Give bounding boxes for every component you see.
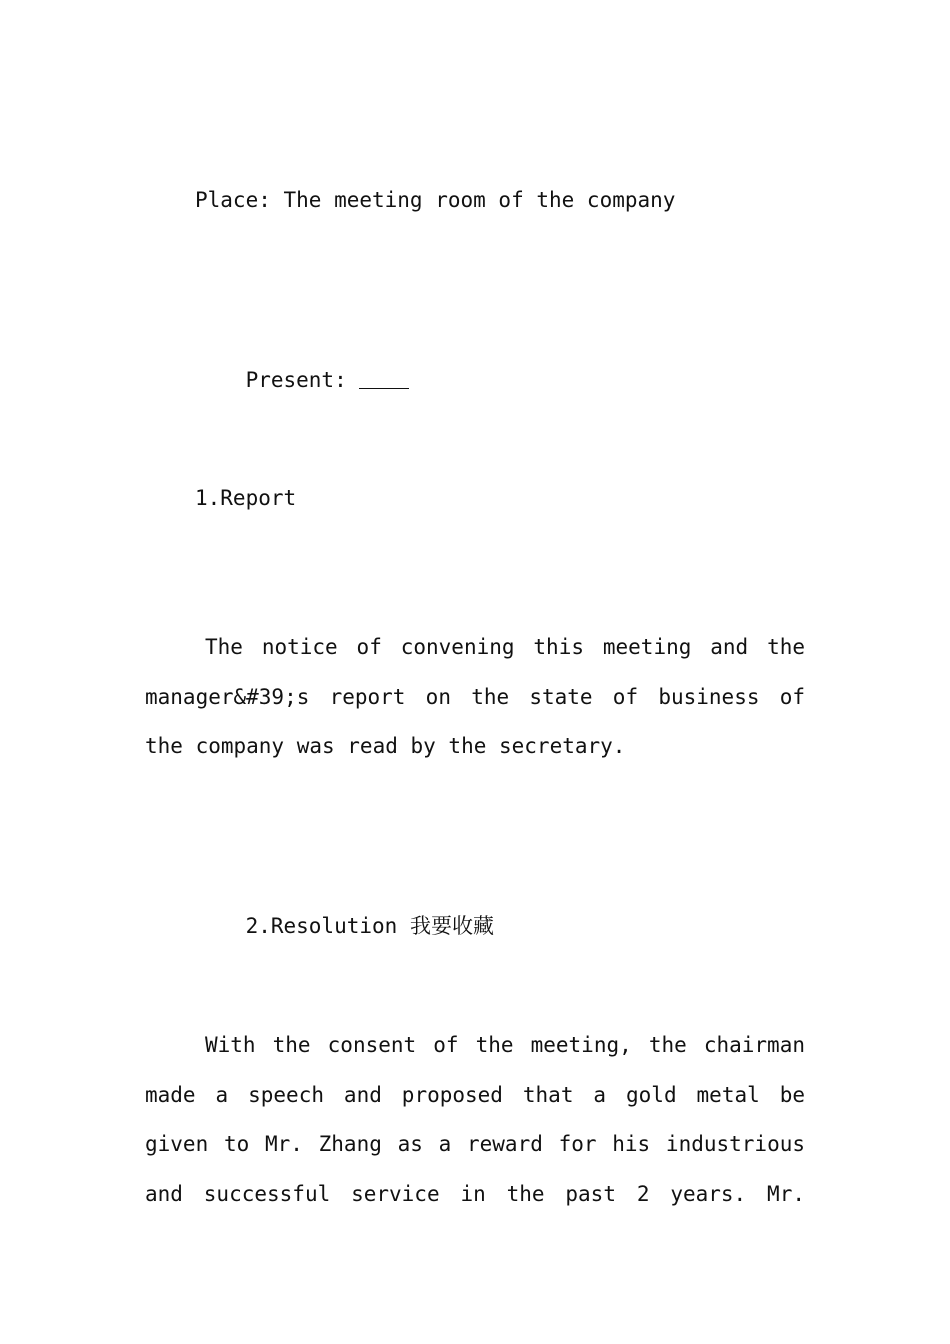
bookmark-link[interactable]: 我要收藏 (409, 914, 494, 938)
section2-heading-text: 2.Resolution (245, 914, 398, 938)
section2-heading (195, 881, 494, 971)
report-paragraph (145, 623, 805, 772)
section1-heading: 1.Report (195, 486, 297, 510)
place-line: Place: The meeting room of the company (195, 188, 676, 212)
resolution-row-3: given to Mr. Zhang as a reward for his industrious (145, 1132, 805, 1157)
present-line (195, 335, 409, 425)
resolution-row-2: made a speech and proposed that a gold metal be (145, 1082, 805, 1107)
report-row-3: the company was read by the secretary. (145, 734, 626, 759)
report-row-1: The notice of convening this meeting and the (205, 635, 805, 659)
present-blank (359, 370, 409, 389)
report-row-2: manager&#39;s report on the state of business of (145, 684, 805, 709)
resolution-row-4: and successful service in the past 2 years. Mr. (145, 1182, 805, 1207)
resolution-paragraph (145, 1021, 805, 1220)
resolution-row-1: With the consent of the meeting, the chairman (205, 1033, 805, 1057)
present-label: Present: (245, 368, 347, 392)
